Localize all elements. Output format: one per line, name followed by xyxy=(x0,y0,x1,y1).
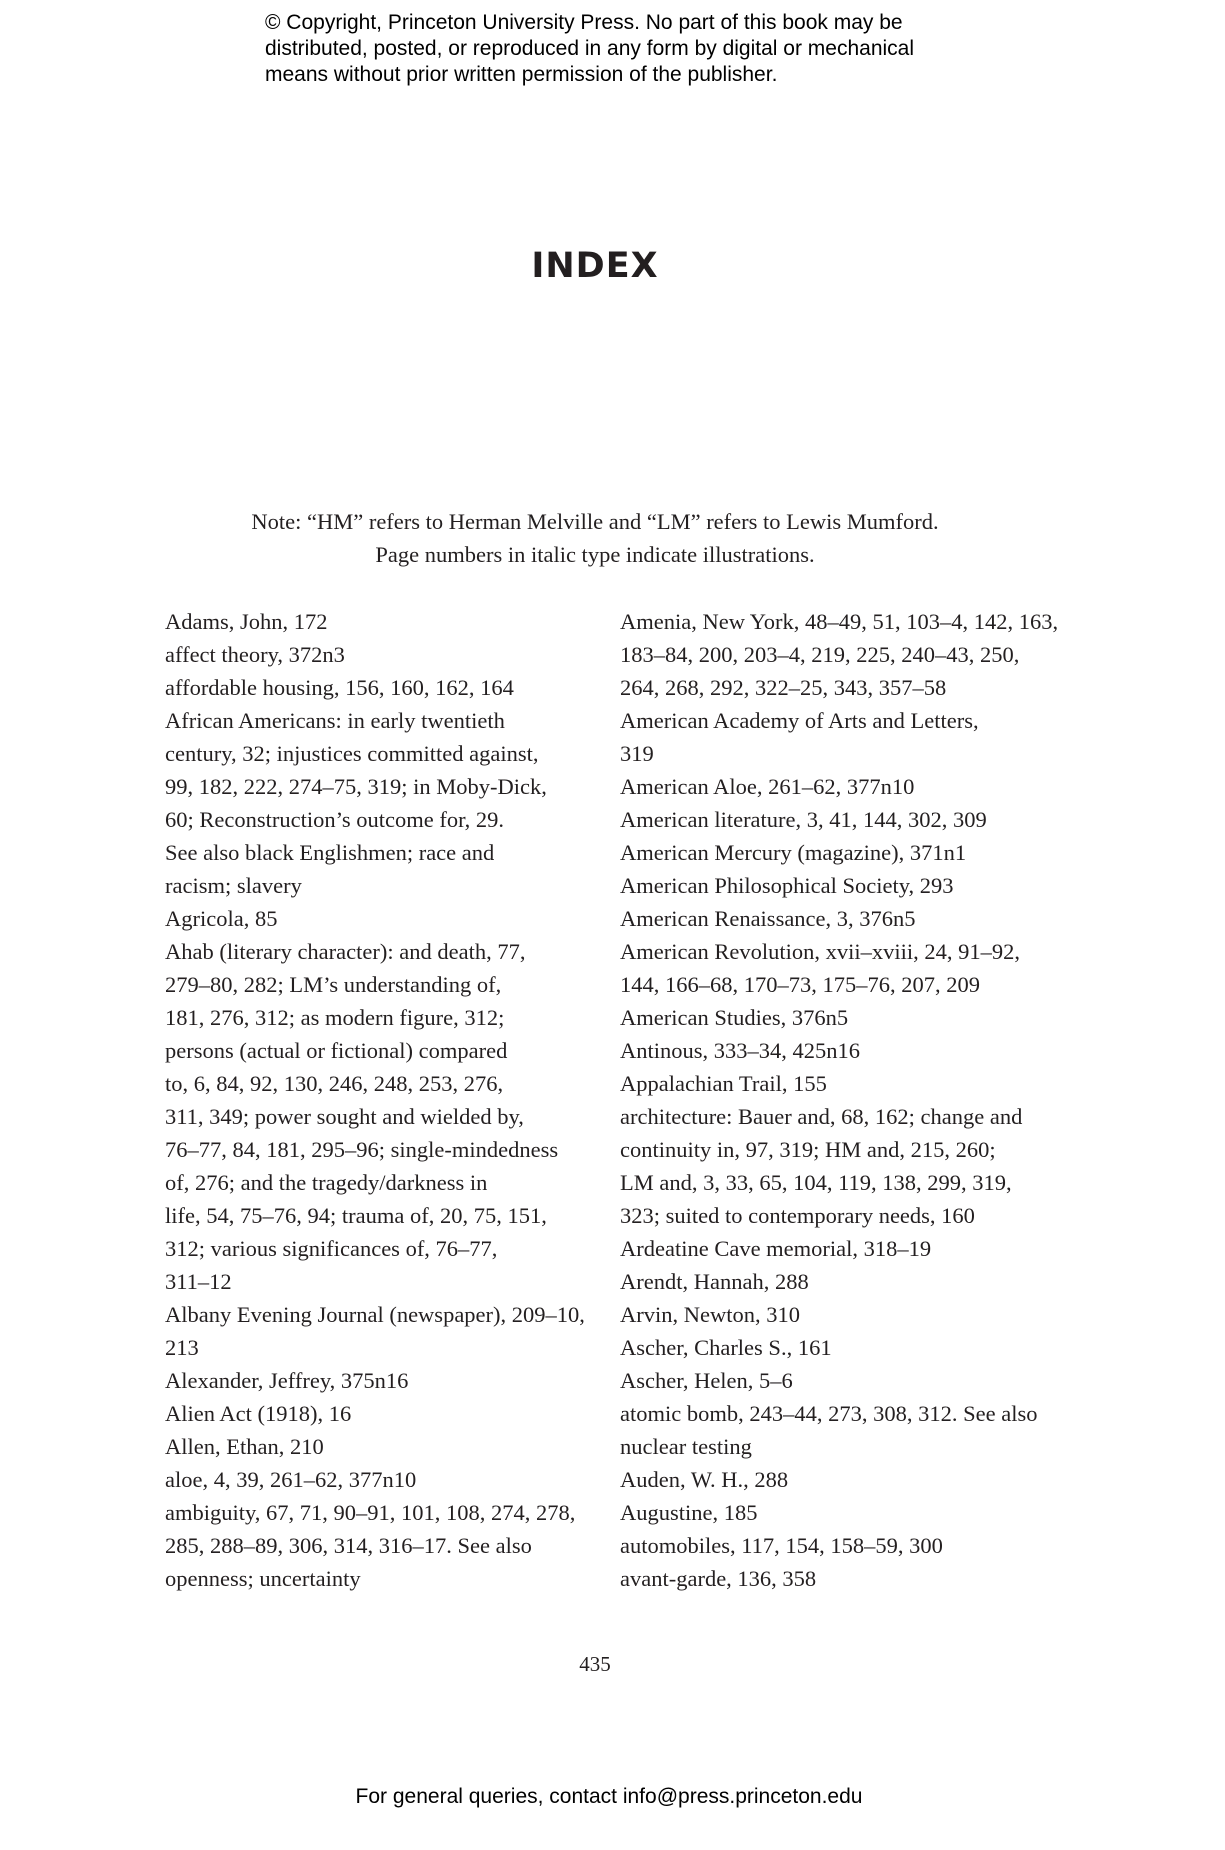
index-entry-line: atomic bomb, 243–44, 273, 308, 312. See also xyxy=(620,1401,1038,1426)
index-entry-line: See also black Englishmen; race and xyxy=(165,840,495,865)
index-entry xyxy=(620,869,1050,902)
index-entry xyxy=(620,605,1059,704)
index-entry-line: 319 xyxy=(620,741,654,766)
index-entry-line: continuity in, 97, 319; HM and, 215, 260; xyxy=(620,1137,996,1162)
index-entry-line: American Revolution, xvii–xviii, 24, 91–92, xyxy=(620,939,1020,964)
index-entry-line: Alien Act (1918), 16 xyxy=(165,1401,352,1426)
index-entry-line: to, 6, 84, 92, 130, 246, 248, 253, 276, xyxy=(165,1071,504,1096)
index-entry-line: 311–12 xyxy=(165,1269,232,1294)
index-entry-line: life, 54, 75–76, 94; trauma of, 20, 75, 151, xyxy=(165,1203,547,1228)
index-entry xyxy=(620,1331,1050,1364)
index-entry-line: racism; slavery xyxy=(165,873,302,898)
index-entry xyxy=(165,1430,585,1463)
index-entry xyxy=(620,1298,1050,1331)
index-entry-line: Allen, Ethan, 210 xyxy=(165,1434,324,1459)
index-entry xyxy=(620,1496,1050,1529)
index-entry-line: nuclear testing xyxy=(620,1434,752,1459)
index-entry-line: Amenia, New York, 48–49, 51, 103–4, 142, 163, xyxy=(620,609,1059,634)
index-entry xyxy=(620,770,1050,803)
index-entry xyxy=(620,902,1050,935)
index-entry-line: American Academy of Arts and Letters, xyxy=(620,708,979,733)
index-entry-line: persons (actual or fictional) compared xyxy=(165,1038,508,1063)
index-entry xyxy=(165,671,585,704)
index-entry-line: Ahab (literary character): and death, 77, xyxy=(165,939,526,964)
copyright-line: © Copyright, Princeton University Press. No part of this book may be xyxy=(265,11,903,34)
index-entry xyxy=(165,1397,585,1430)
index-entry xyxy=(165,902,585,935)
index-entry xyxy=(620,836,1050,869)
index-entry-line: Appalachian Trail, 155 xyxy=(620,1071,827,1096)
index-entry xyxy=(620,1100,1050,1232)
index-entry-line: Albany Evening Journal (newspaper), 209–10, xyxy=(165,1302,585,1327)
index-entry-line: American literature, 3, 41, 144, 302, 309 xyxy=(620,807,987,832)
index-entry xyxy=(165,1298,585,1364)
index-entry-line: century, 32; injustices committed against, xyxy=(165,741,539,766)
index-entry xyxy=(620,1463,1050,1496)
index-entry-line: of, 276; and the tragedy/darkness in xyxy=(165,1170,488,1195)
copyright-notice xyxy=(265,10,1025,88)
index-entry-line: avant-garde, 136, 358 xyxy=(620,1566,817,1591)
index-entry-line: 264, 268, 292, 322–25, 343, 357–58 xyxy=(620,675,947,700)
index-column-right xyxy=(620,605,1059,1595)
index-entry xyxy=(620,1034,1050,1067)
index-column-left xyxy=(165,605,585,1595)
index-entry-line: American Studies, 376n5 xyxy=(620,1005,849,1030)
index-entry-line: Ardeatine Cave memorial, 318–19 xyxy=(620,1236,932,1261)
index-entry-line: 311, 349; power sought and wielded by, xyxy=(165,1104,524,1129)
index-entry-line: American Renaissance, 3, 376n5 xyxy=(620,906,916,931)
index-entry-line: Alexander, Jeffrey, 375n16 xyxy=(165,1368,409,1393)
index-entry xyxy=(620,1265,1050,1298)
index-note xyxy=(0,505,1190,571)
index-entry-line: openness; uncertainty xyxy=(165,1566,361,1591)
index-entry xyxy=(620,1529,1050,1562)
index-entry xyxy=(620,1397,1050,1463)
page-number: 435 xyxy=(579,1652,611,1676)
index-entry-line: Augustine, 185 xyxy=(620,1500,758,1525)
index-entry-line: affordable housing, 156, 160, 162, 164 xyxy=(165,675,514,700)
index-entry xyxy=(165,638,585,671)
index-entry-line: automobiles, 117, 154, 158–59, 300 xyxy=(620,1533,943,1558)
index-entry xyxy=(165,1463,585,1496)
index-entry-line: 279–80, 282; LM’s understanding of, xyxy=(165,972,502,997)
index-entry xyxy=(620,1364,1050,1397)
index-entry-line: Adams, John, 172 xyxy=(165,609,328,634)
index-entry xyxy=(165,1364,585,1397)
index-entry-line: 312; various significances of, 76–77, xyxy=(165,1236,498,1261)
index-entry xyxy=(620,935,1050,1001)
index-entry-line: 323; suited to contemporary needs, 160 xyxy=(620,1203,975,1228)
index-entry-line: architecture: Bauer and, 68, 162; change and xyxy=(620,1104,1023,1129)
index-entry-line: Antinous, 333–34, 425n16 xyxy=(620,1038,861,1063)
footer-contact: For general queries, contact info@press.princeton.edu xyxy=(355,1785,863,1808)
index-entry-line: American Aloe, 261–62, 377n10 xyxy=(620,774,915,799)
index-entry-line: 285, 288–89, 306, 314, 316–17. See also xyxy=(165,1533,532,1558)
index-entry-line: ambiguity, 67, 71, 90–91, 101, 108, 274, 278, xyxy=(165,1500,576,1525)
index-entry-line: Arendt, Hannah, 288 xyxy=(620,1269,809,1294)
index-entry-line: 60; Reconstruction’s outcome for, 29. xyxy=(165,807,505,832)
index-entry-line: aloe, 4, 39, 261–62, 377n10 xyxy=(165,1467,417,1492)
index-entry-line: Auden, W. H., 288 xyxy=(620,1467,789,1492)
copyright-line: means without prior written permission of the publisher. xyxy=(265,63,778,86)
index-entry-line: American Philosophical Society, 293 xyxy=(620,873,954,898)
index-entry xyxy=(620,1562,1050,1595)
index-entry-line: Agricola, 85 xyxy=(165,906,278,931)
index-entry-line: LM and, 3, 33, 65, 104, 119, 138, 299, 319, xyxy=(620,1170,1012,1195)
index-entry-line: American Mercury (magazine), 371n1 xyxy=(620,840,967,865)
index-entry xyxy=(165,704,585,902)
index-entry xyxy=(620,1001,1050,1034)
index-entry xyxy=(165,1496,585,1595)
page-title: INDEX xyxy=(531,246,659,286)
note-line-2: Page numbers in italic type indicate illustrations. xyxy=(375,542,815,567)
index-entry-line: 181, 276, 312; as modern figure, 312; xyxy=(165,1005,505,1030)
index-entry xyxy=(620,704,1050,770)
index-entry xyxy=(620,1232,1050,1265)
index-entry-line: 213 xyxy=(165,1335,199,1360)
index-entry-line: Ascher, Charles S., 161 xyxy=(620,1335,832,1360)
index-entry-line: 76–77, 84, 181, 295–96; single-mindedness xyxy=(165,1137,559,1162)
index-entry xyxy=(165,935,585,1298)
index-entry xyxy=(620,1067,1050,1100)
index-entry-line: 144, 166–68, 170–73, 175–76, 207, 209 xyxy=(620,972,980,997)
index-entry xyxy=(620,803,1050,836)
index-entry-line: Ascher, Helen, 5–6 xyxy=(620,1368,793,1393)
note-line-1: Note: “HM” refers to Herman Melville and “LM” refers to Lewis Mumford. xyxy=(251,509,939,534)
index-entry-line: African Americans: in early twentieth xyxy=(165,708,505,733)
copyright-line: distributed, posted, or reproduced in any form by digital or mechanical xyxy=(265,37,915,60)
index-entry-line: Arvin, Newton, 310 xyxy=(620,1302,800,1327)
index-entry-line: 99, 182, 222, 274–75, 319; in Moby-Dick, xyxy=(165,774,547,799)
index-entry-line: affect theory, 372n3 xyxy=(165,642,345,667)
index-entry xyxy=(165,605,585,638)
index-entry-line: 183–84, 200, 203–4, 219, 225, 240–43, 250, xyxy=(620,642,1020,667)
